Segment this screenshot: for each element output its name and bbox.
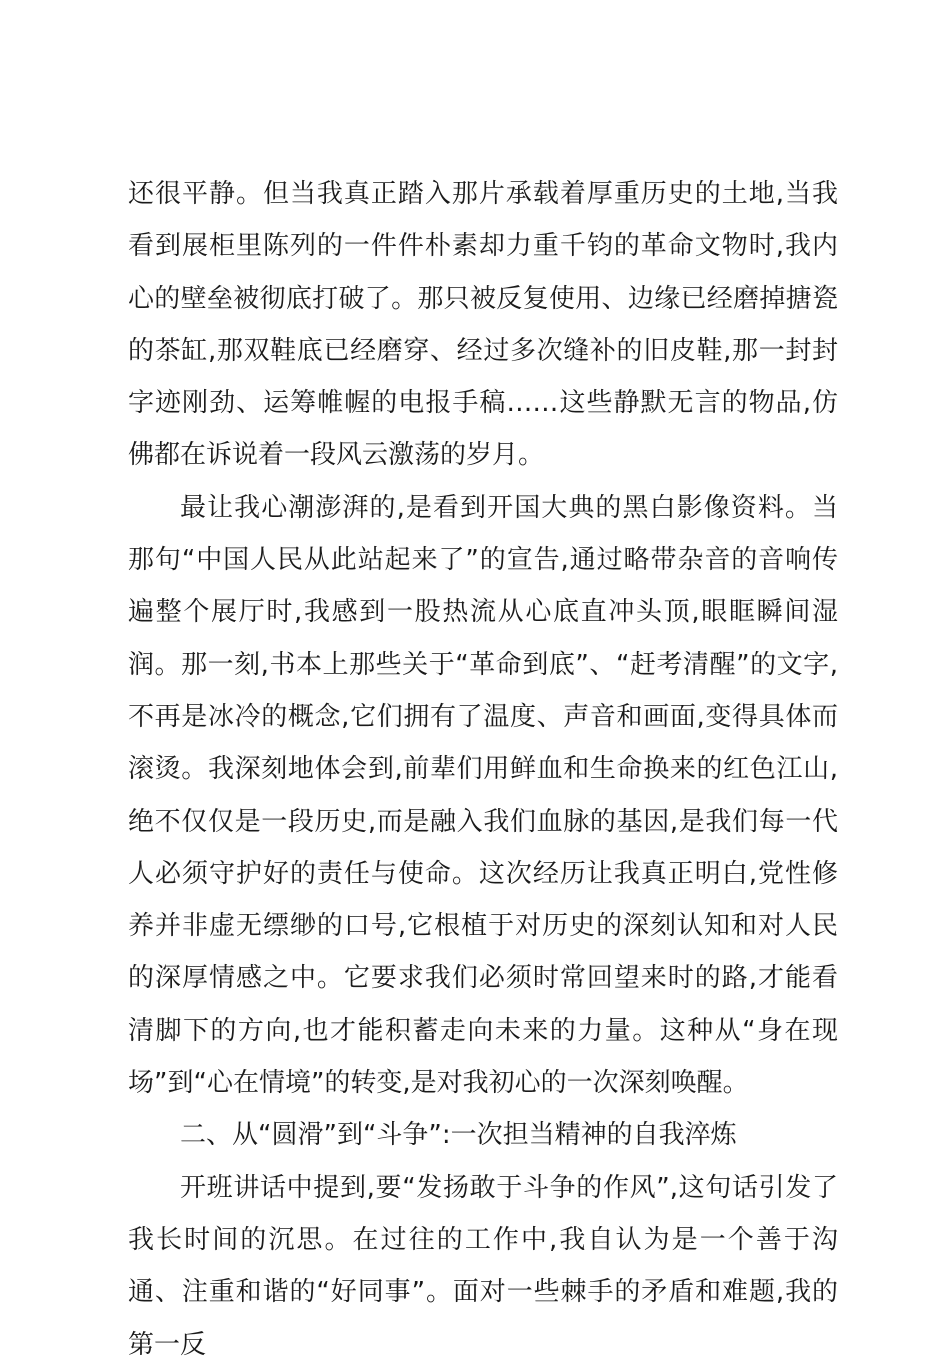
paragraph-1: 还很平静。但当我真正踏入那片承载着厚重历史的土地,当我看到展柜里陈列的一件件朴素却力重千钧的革命文物时,我内心的壁垒被彻底打破了。那只被反复使用、边缘已经磨掉搪瓷的茶缸,那双鞋底已经磨穿、经过多次缝补的旧皮鞋,那一封封字迹刚劲、运筹帷幄的电报手稿……这些静默无言的物品,仿佛都在诉说着一段风云激荡的岁月。 xyxy=(128,179,838,471)
section-heading-2: 二、从“圆滑”到“斗争”:一次担当精神的自我淬炼 xyxy=(180,1120,737,1151)
paragraph-3: 开班讲话中提到,要“发扬敢于斗争的作风”,这句话引发了我长时间的沉思。在过往的工作中,我自认为是一个善于沟通、注重和谐的“好同事”。面对一些棘手的矛盾和难题,我的第一反 xyxy=(128,1172,838,1360)
document-body xyxy=(128,168,838,1371)
paragraph-2: 最让我心潮澎湃的,是看到开国大典的黑白影像资料。当那句“中国人民从此站起来了”的宣告,通过略带杂音的音响传遍整个展厅时,我感到一股热流从心底直冲头顶,眼眶瞬间湿润。那一刻,书本上那些关于“革命到底”、“赶考清醒”的文字,不再是冰冷的概念,它们拥有了温度、声音和画面,变得具体而滚烫。我深刻地体会到,前辈们用鲜血和生命换来的红色江山,绝不仅仅是一段历史,而是融入我们血脉的基因,是我们每一代人必须守护好的责任与使命。这次经历让我真正明白,党性修养并非虚无缥缈的口号,它根植于对历史的深刻认知和对人民的深厚情感之中。它要求我们必须时常回望来时的路,才能看清脚下的方向,也才能积蓄走向未来的力量。这种从“身在现场”到“心在情境”的转变,是对我初心的一次深刻唤醒。 xyxy=(128,492,838,1099)
